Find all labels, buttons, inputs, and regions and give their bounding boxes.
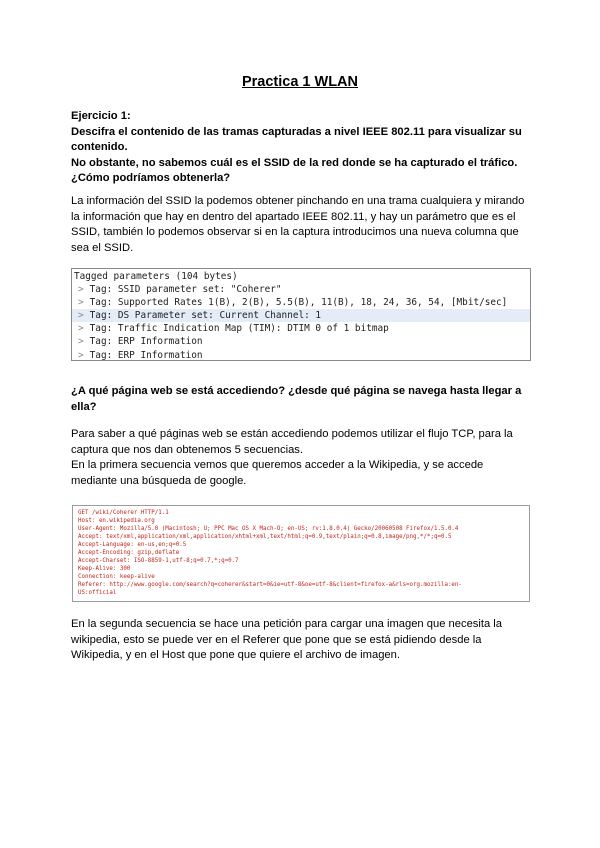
http-line: Accept-Language: en-us,en;q=0.5: [78, 542, 187, 548]
answer-line: La información del SSID la podemos obtener pinchando en una trama cualquiera y mirando: [71, 195, 525, 207]
answer-line: En la primera secuencia vemos que queremos acceder a la Wikipedia, y se accede: [71, 459, 484, 472]
paragraph-line: Wikipedia, y en el Host que pone que quiere el archivo de imagen.: [71, 649, 400, 662]
question-2-block: [71, 384, 533, 415]
tagged-parameters-header: Tagged parameters (104 bytes): [74, 271, 238, 282]
chevron-right-icon: >: [78, 310, 84, 322]
answer-line: captura que nos dan obtenemos 5 secuencias.: [71, 443, 303, 456]
answer-1-paragraph: [71, 194, 533, 256]
question-line: Descifra el contenido de las tramas capturadas a nivel IEEE 802.11 para visualizar su: [71, 125, 522, 138]
http-line: Keep-Alive: 300: [78, 566, 131, 572]
question-line: ¿Cómo podríamos obtenerla?: [71, 172, 231, 185]
chevron-right-icon: >: [78, 284, 84, 296]
question-line: contenido.: [71, 141, 128, 154]
question-line: No obstante, no sabemos cuál es el SSID de la red donde se ha capturado el tráfico.: [71, 156, 518, 169]
tag-row: [74, 349, 530, 361]
answer-line: sea el SSID.: [71, 241, 134, 254]
http-line: Accept-Encoding: gzip,deflate: [78, 550, 180, 556]
answer-line: Para saber a qué páginas web se están accediendo podemos utilizar el flujo TCP, para la: [71, 428, 513, 440]
tcp-stream-http-request-screenshot: [72, 505, 530, 602]
paragraph-line: En la segunda secuencia se hace una petición para cargar una imagen que necesita la: [71, 618, 503, 630]
exercise-heading: Ejercicio 1:: [71, 110, 131, 122]
tag-row: [74, 296, 530, 309]
answer-line: mediante una búsqueda de google.: [71, 474, 247, 487]
answer-line: SSID, también lo podemos observar si en la captura introducimos una nueva columna que: [71, 226, 519, 239]
tag-row-highlighted: [72, 309, 530, 322]
answer-line: la información que hay en dentro del apartado IEEE 802.11, y hay un parámetro que es el: [71, 210, 516, 223]
tag-text: Tag: Supported Rates 1(B), 2(B), 5.5(B), 11(B), 18, 24, 36, 54, [Mbit/sec]: [89, 297, 508, 309]
wireshark-tagged-parameters-screenshot: [71, 268, 531, 361]
question-line: ella?: [71, 400, 97, 413]
tag-text: Tag: DS Parameter set: Current Channel: 1: [89, 310, 322, 322]
tag-text: Tag: ERP Information: [89, 336, 203, 348]
chevron-right-icon: >: [78, 323, 84, 335]
exercise-1-block: [71, 109, 533, 187]
http-line: GET /wiki/Coherer HTTP/1.1: [78, 510, 169, 516]
paragraph-line: wikipedia, esto se puede ver en el Referer que pone que se está pidiendo desde la: [71, 633, 482, 646]
answer-2-paragraph: [71, 427, 533, 489]
http-line: Connection: keep-alive: [78, 574, 155, 580]
chevron-right-icon: >: [78, 297, 84, 309]
tag-text: Tag: Traffic Indication Map (TIM): DTIM 0 of 1 bitmap: [89, 323, 389, 335]
http-line: US:official: [78, 590, 117, 596]
chevron-right-icon: >: [78, 349, 84, 361]
tag-row: [74, 322, 530, 335]
question-line: ¿A qué página web se está accediendo? ¿desde qué página se navega hasta llegar a: [71, 385, 522, 397]
http-line: User-Agent: Mozilla/5.0 (Macintosh; U; PPC Mac OS X Mach-O; en-US; rv:1.8.0.4) Gecko/20060508 Firefox/1.5.0.4: [78, 526, 459, 532]
document-title: Practica 1 WLAN: [241, 74, 359, 90]
http-line: Accept-Charset: ISO-8859-1,utf-8;q=0.7,*;q=0.7: [78, 558, 239, 564]
tag-row: [74, 283, 530, 296]
chevron-right-icon: >: [78, 336, 84, 348]
http-line: Host: en.wikipedia.org: [78, 518, 155, 524]
tag-row: [74, 335, 530, 348]
tag-text: Tag: ERP Information: [89, 349, 203, 361]
http-line: Referer: http://www.google.com/search?q=coherer&start=0&ie=utf-8&oe=utf-8&client=firefox-a&rls=org.mozilla:en-: [78, 582, 462, 588]
final-paragraph: [71, 617, 533, 664]
http-line: Accept: text/xml,application/xml,application/xhtml+xml,text/html;q=0.9,text/plain;q=0.8,image/png,*/*;q=0.5: [78, 534, 452, 540]
tag-text: Tag: SSID parameter set: "Coherer": [89, 284, 282, 296]
